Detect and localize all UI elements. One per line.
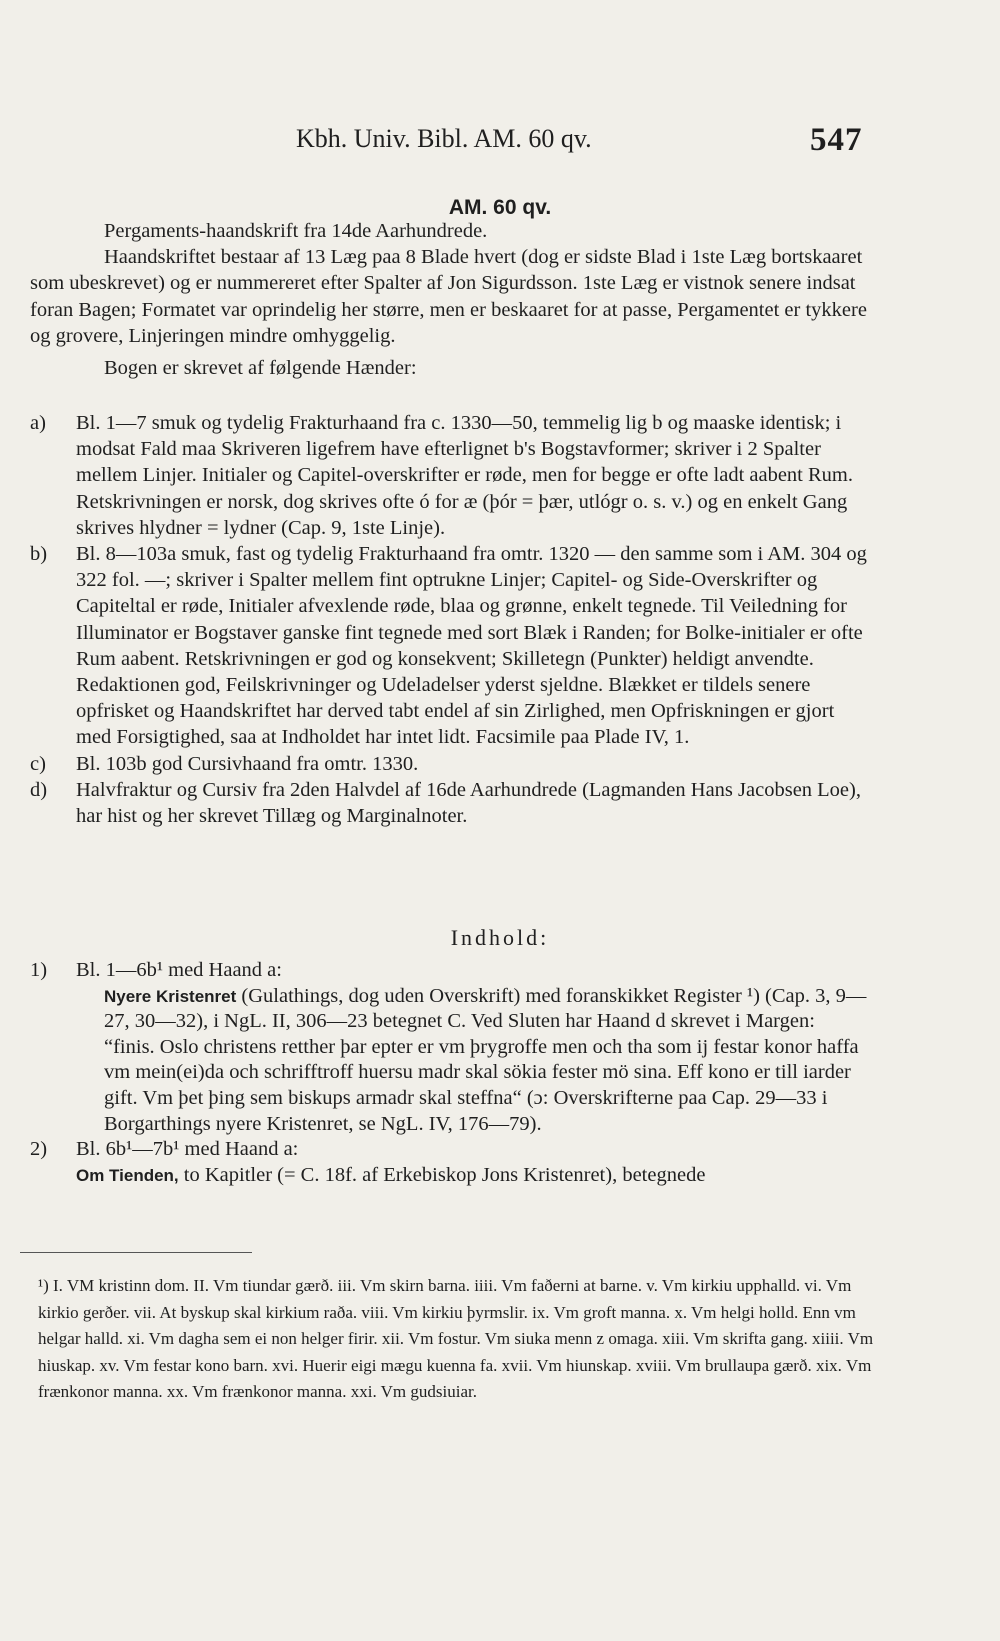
contents-list: [30, 958, 870, 1188]
intro-paragraph-1: Pergaments-haandskrift fra 14de Aarhundrede.: [104, 220, 488, 242]
hand-item-a: [30, 410, 870, 541]
intro-paragraph-2: Haandskriftet bestaar af 13 Læg paa 8 Blade hvert (dog er sidste Blad i 1ste Læg bortskaaret som ubeskrevet) og er nummereret efter Spalter af Jon Sigurdsson. 1ste Læg er vistnok senere indsat foran Bagen; Formatet var oprindelig her større, men er beskaaret for at passe, Pergamentet er tykkere og grovere, Linjeringen mindre omhyggelig.: [30, 246, 867, 347]
contents-body: [76, 1163, 870, 1189]
section-description: to Kapitler (= C. 18f. af Erkebiskop Jons Kristenret), betegnede: [178, 1163, 706, 1186]
section-title: Nyere Kristenret: [104, 986, 237, 1006]
section-title: Om Tienden,: [76, 1165, 179, 1185]
hand-description: Halvfraktur og Cursiv fra 2den Halvdel af 16de Aarhundrede (Lagmanden Hans Jacobsen Loe), har hist og her skrevet Tillæg og Marginalnoter.: [76, 778, 861, 828]
hand-label: b): [30, 543, 48, 566]
hand-description: Bl. 8—103a smuk, fast og tydelig Frakturhaand fra omtr. 1320 — den samme som i AM. 304 og 322 fol. —; skriver i Spalter mellem fint optrukne Linjer; Capitel- og Side-Overskrifter og Capiteltal er røde, Initialer afvexlende røde, blaa og grønne, enkelt tegnede. Til Veiledning for Illuminator er Bogstaver ganske fint tegnede med sort Blæk i Randen; for Bolke-initialer er ofte Rum aabent. Retskrivningen er god og konsekvent; Skilletegn (Punkter) heldigt anvendte. Redaktionen god, Feilskrivninger og Udeladelser yderst sjeldne. Blækket er tildels senere opfrisket og Haandskriftet har derved tabt endel af sin Zirlighed, men Opfriskningen er gjort med Forsigtighed, saa at Indholdet har intet lidt. Facsimile paa Plade IV, 1.: [76, 543, 867, 749]
contents-body: [76, 984, 870, 1138]
hand-description: Bl. 1—7 smuk og tydelig Frakturhaand fra c. 1330—50, temmelig lig b og maaske identisk; i modsat Fald maa Skriveren ligefrem have efterlignet b's Bogstavformer; skriver i 2 Spalter mellem Linjer. Initialer og Capitel-overskrifter er røde, men for begge er ofte ladt aabent Rum. Retskrivningen er norsk, dog skrives ofte ó for æ (þór = þær, utlógr o. s. v.) og en enkelt Gang skrives hlydner = lydner (Cap. 9, 1ste Linje).: [76, 412, 853, 539]
hand-item-c: [30, 751, 870, 777]
hand-label: c): [30, 752, 46, 775]
contents-item-1: [30, 958, 870, 1137]
hand-label: d): [30, 778, 48, 801]
contents-item-2: [30, 1137, 870, 1188]
page-number: 547: [810, 122, 863, 158]
hand-label: a): [30, 412, 46, 434]
footnote-divider: [20, 1252, 252, 1253]
contents-heading: Indhold:: [450, 925, 550, 950]
hand-item-b: [30, 541, 870, 751]
contents-label: 2): [30, 1138, 48, 1161]
section-description: (Gulathings, dog uden Overskrift) med foranskikket Register ¹) (Cap. 3, 9—27, 30—32), i NgL. II, 306—23 betegnet C. Ved Sluten har Haand d skrevet i Margen: “finis. Oslo christens retther þar epter er vm þrygroffe men och tha som ij festar konor haffa vm mein(ei)da och schrifftroff huersu madr skal sökia fester mö sina. Eff kono er till iarder gift. Vm þet þing sem biskups armadr skal steffna“ (ɔ: Overskrifterne paa Cap. 29—33 i Borgarthings nyere Kristenret, se NgL. IV, 176—79).: [104, 984, 867, 1135]
intro-paragraph-3: Bogen er skrevet af følgende Hænder:: [104, 357, 417, 380]
hands-list: [30, 410, 870, 829]
contents-label: 1): [30, 959, 48, 981]
manuscript-title: AM. 60 qv.: [448, 196, 552, 219]
running-header: Kbh. Univ. Bibl. AM. 60 qv.: [296, 124, 592, 153]
intro-section: [30, 218, 870, 381]
contents-heading-line: Bl. 1—6b¹ med Haand a:: [76, 959, 282, 981]
hand-item-d: [30, 777, 870, 829]
hand-description: Bl. 103b god Cursivhaand fra omtr. 1330.: [76, 752, 419, 775]
footnote: ¹) I. VM kristinn dom. II. Vm tiundar gærð. iii. Vm skirn barna. iiii. Vm faðerni at barne. v. Vm kirkiu upphalld. vi. Vm kirkio gerðer. vii. At byskup skal kirkium raða. viii. Vm kirkiu þyrmslir. ix. Vm groft manna. x. Vm helgi holld. Enn vm helgar halld. xi. Vm dagha sem ei non helger firir. xii. Vm fostur. Vm siuka menn z omaga. xiii. Vm skrifta gang. xiiii. Vm hiuskap. xv. Vm festar kono barn. xvi. Huerir eigi mægu kuenna fa. xvii. Vm hiunskap. xviii. Vm brullaupa gærð. xix. Vm frænkonor manna. xx. Vm frænkonor manna. xxi. Vm gudsiuiar.: [38, 1276, 874, 1401]
contents-heading-line: Bl. 6b¹—7b¹ med Haand a:: [76, 1138, 299, 1161]
